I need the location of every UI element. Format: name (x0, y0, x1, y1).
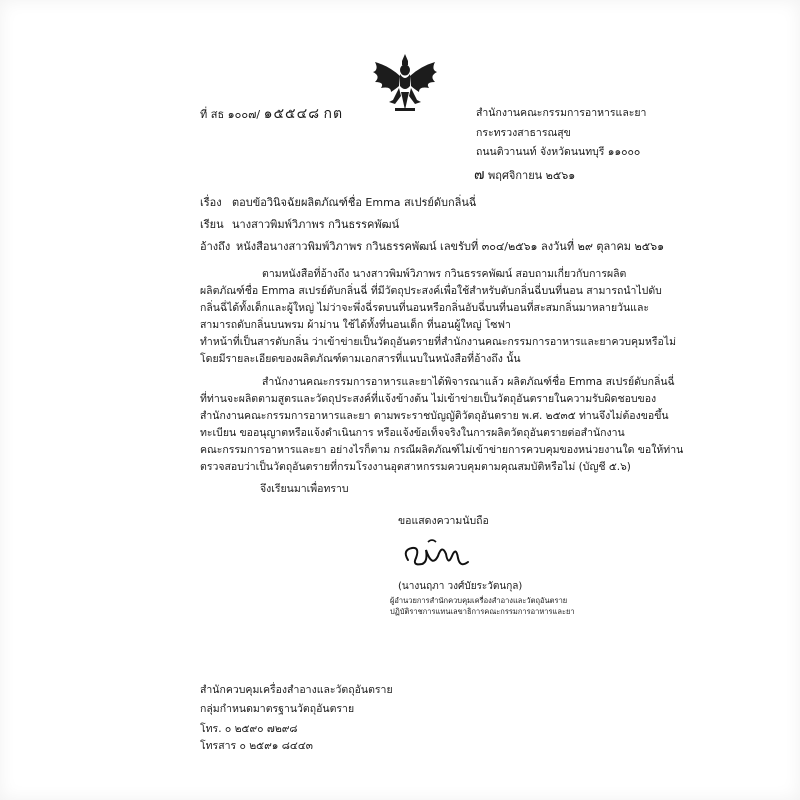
recipient-value: นางสาวพิมพ์วิภาพร กวินธรรคพัฒน์ (232, 218, 400, 231)
subject-label: เรื่อง (200, 196, 222, 209)
letter-date-month-year: พฤศจิกายน ๒๕๖๑ (484, 169, 576, 182)
reference-label: อ้างถึง (200, 240, 231, 253)
letter-date-day: ๗ (474, 167, 485, 183)
body-paragraph-2 (200, 374, 684, 476)
agency-address: ถนนติวานนท์ จังหวัดนนทบุรี ๑๑๐๐๐ (476, 146, 641, 158)
body-line: ทะเบียน ขออนุญาตหรือแจ้งดำเนินการ หรือแจ้งข้อเท็จจริงในการผลิตวัตถุอันตรายต่อสำนักงาน (200, 427, 625, 439)
signer-acting-for: ปฏิบัติราชการแทนเลขาธิการคณะกรรมการอาหารและยา (390, 607, 575, 616)
issuing-office: สำนักควบคุมเครื่องสำอางและวัตถุอันตราย (200, 684, 393, 696)
letter-date (474, 169, 575, 182)
signer-name: (นางนฤภา วงศ์บัยระวัตนกุล) (398, 581, 523, 592)
agency-ministry: กระทรวงสาธารณสุข (476, 127, 571, 139)
body-line: สามารถดับกลิ่นบนพรม ผ้าม่าน ใช้ได้ทั้งที่นอนเด็ก ที่นอนผู้ใหญ่ โซฟา (200, 319, 511, 331)
body-line: ทำหน้าที่เป็นสารดับกลิ่น ว่าเข้าข่ายเป็นวัตถุอันตรายที่สำนักงานคณะกรรมการอาหารและยาควบคุมหรือไม่ (200, 336, 677, 348)
subject-value: ตอบข้อวินิจฉัยผลิตภัณฑ์ชื่อ Emma สเปรย์ดับกลิ่นฉี่ (232, 196, 477, 209)
body-line: สำนักงานคณะกรรมการอาหารและยา ตามพระราชบัญญัติวัตถุอันตราย พ.ศ. ๒๕๓๕ ท่านจึงไม่ต้องขอขึ้น (200, 410, 669, 422)
garuda-emblem-icon (369, 52, 441, 114)
handwritten-signature (398, 534, 488, 574)
issuing-group: กลุ่มกำหนดมาตรฐานวัตถุอันตราย (200, 703, 355, 715)
telephone-number: โทร. ๐ ๒๕๙๐ ๗๒๙๘ (200, 723, 298, 735)
reference-number-prefix: ที่ สธ ๑๐๐๗/ (200, 108, 261, 121)
agency-name: สำนักงานคณะกรรมการอาหารและยา (476, 107, 647, 119)
body-line: ที่ท่านจะผลิตตามสูตรและวัตถุประสงค์ที่แจ้งข้างต้น ไม่เข้าข่ายเป็นวัตถุอันตรายในความรับผิดชอบของ (200, 393, 657, 405)
body-line: ผลิตภัณฑ์ชื่อ Emma สเปรย์ดับกลิ่นฉี่ ที่มีวัตถุประสงค์เพื่อใช้สำหรับดับกลิ่นฉี่บนที่นอน สามารถนำไปดับ (200, 285, 662, 297)
salutation: ขอแสดงความนับถือ (398, 515, 489, 527)
body-line: ตามหนังสือที่อ้างถึง นางสาวพิมพ์วิภาพร กวินธรรคพัฒน์ สอบถามเกี่ยวกับการผลิต (262, 268, 627, 280)
reference-number-handwritten: กต (323, 106, 344, 122)
body-line: กลิ่นฉี่ได้ทั้งเด็กและผู้ใหญ่ ไม่ว่าจะพึ่งฉี่รดบนที่นอนหรือกลิ่นอับฉี่บนที่นอนที่สะสมกลิ่นมาหลายวันและ (200, 302, 650, 314)
body-line: สำนักงานคณะกรรมการอาหารและยาได้พิจารณาแล้ว ผลิตภัณฑ์ชื่อ Emma สเปรย์ดับกลิ่นฉี่ (262, 376, 675, 388)
fax-number: โทรสาร ๐ ๒๕๙๑ ๘๔๔๓ (200, 740, 313, 752)
reference-number-value: ๑๕๕๔๘ (263, 106, 321, 122)
closing-sentence: จึงเรียนมาเพื่อทราบ (260, 483, 349, 495)
reference-value: หนังสือนางสาวพิมพ์วิภาพร กวินธรรคพัฒน์ เลขรับที่ ๓๐๔/๒๕๖๑ ลงวันที่ ๒๙ ตุลาคม ๒๕๖๑ (236, 240, 665, 253)
body-line: ตรวจสอบว่าเป็นวัตถุอันตรายที่กรมโรงงานอุตสาหกรรมควบคุมตามคุณสมบัติหรือไม่ (บัญชี ๕.๖) (200, 461, 631, 473)
recipient-label: เรียน (200, 218, 224, 231)
body-paragraph-1 (200, 266, 677, 368)
reference-number (200, 108, 343, 121)
signer-position: ผู้อำนวยการสำนักควบคุมเครื่องสำอางและวัตถุอันตราย (390, 596, 568, 605)
body-line: โดยมีรายละเอียดของผลิตภัณฑ์ตามเอกสารที่แนบในหนังสือที่อ้างถึง นั้น (200, 353, 521, 365)
body-line: คณะกรรมการอาหารและยา อย่างไรก็ตาม กรณีผลิตภัณฑ์ไม่เข้าข่ายการควบคุมของหน่วยงานใด ขอให้ท่าน (200, 444, 684, 456)
